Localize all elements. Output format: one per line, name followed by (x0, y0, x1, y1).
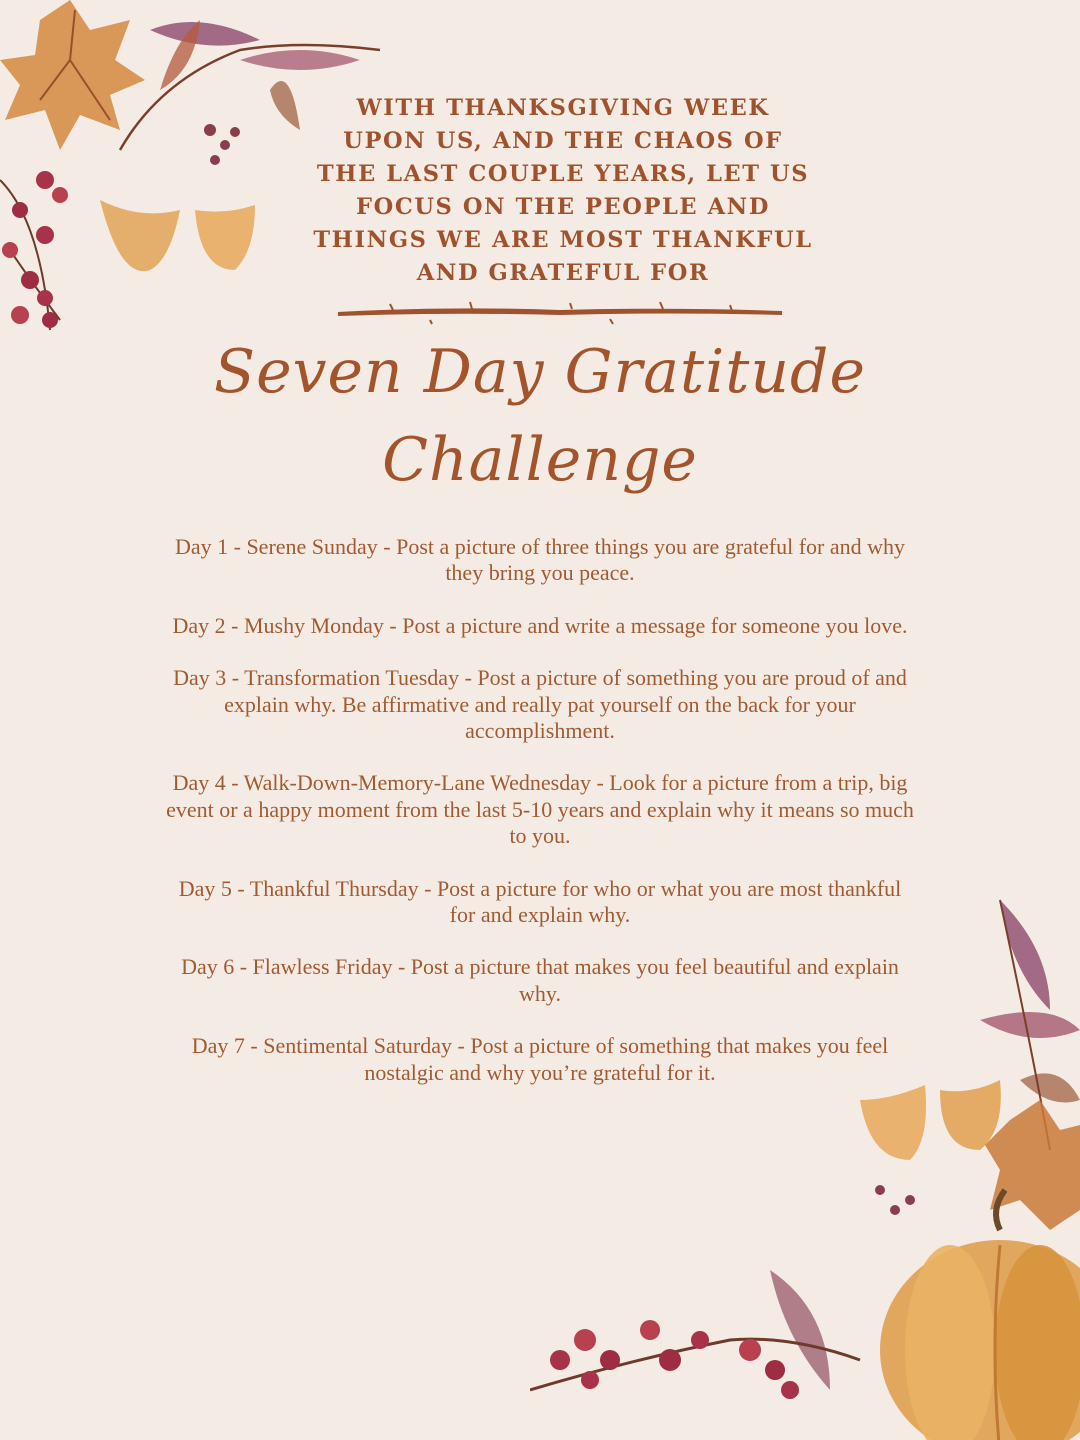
autumn-leaves-bottom-right (530, 890, 1080, 1440)
day-line: Day 3 - Transformation Tuesday - Post a picture of something you are proud of and (173, 665, 907, 691)
intro-line: UPON US, AND THE CHAOS OF (343, 128, 783, 154)
intro-text (300, 92, 826, 290)
ginkgo-leaves-icon (100, 200, 255, 271)
day-line: why. (519, 980, 561, 1006)
intro-line: THE LAST COUPLE YEARS, LET US (316, 161, 810, 187)
intro-line: AND GRATEFUL FOR (416, 260, 710, 286)
ginkgo-leaves-icon (860, 1080, 1001, 1160)
intro-line: FOCUS ON THE PEOPLE AND (356, 194, 770, 220)
page-title (130, 328, 950, 504)
day-item (100, 613, 980, 639)
title-line-2: Challenge (382, 425, 698, 495)
day-item (100, 770, 980, 849)
day-line: Day 7 - Sentimental Saturday - Post a picture of something that makes you feel (191, 1033, 889, 1059)
title-line-1: Seven Day Gratitude (214, 337, 866, 407)
intro-line: WITH THANKSGIVING WEEK (356, 95, 770, 121)
day-line: Day 4 - Walk-Down-Memory-Lane Wednesday - Look for a picture from a trip, big (172, 770, 908, 796)
maple-leaf-icon (0, 0, 145, 150)
berries-icon (530, 1185, 915, 1399)
maple-leaf-icon (985, 1100, 1080, 1230)
day-line: Day 5 - Thankful Thursday - Post a picture for who or what you are most thankful (178, 875, 902, 901)
day-line: Day 6 - Flawless Friday - Post a picture that makes you feel beautiful and explain (181, 954, 899, 980)
day-line: accomplishment. (465, 718, 615, 744)
day-line: explain why. Be affirmative and really pat yourself on the back for your (224, 691, 856, 717)
day-line: Day 2 - Mushy Monday - Post a picture and write a message for someone you love. (172, 612, 908, 638)
day-line: they bring you peace. (445, 560, 635, 586)
day-line: event or a happy moment from the last 5-10 years and explain why it means so much (166, 796, 914, 822)
day-item (100, 534, 980, 587)
day-line: for and explain why. (449, 902, 631, 928)
day-line: nostalgic and why you’re grateful for it. (364, 1059, 716, 1085)
brush-stroke-divider (330, 296, 790, 326)
day-item (100, 665, 980, 744)
intro-line: THINGS WE ARE MOST THANKFUL (313, 227, 813, 253)
day-line: Day 1 - Serene Sunday - Post a picture of three things you are grateful for and why (174, 534, 906, 559)
day-line: to you. (509, 823, 571, 849)
